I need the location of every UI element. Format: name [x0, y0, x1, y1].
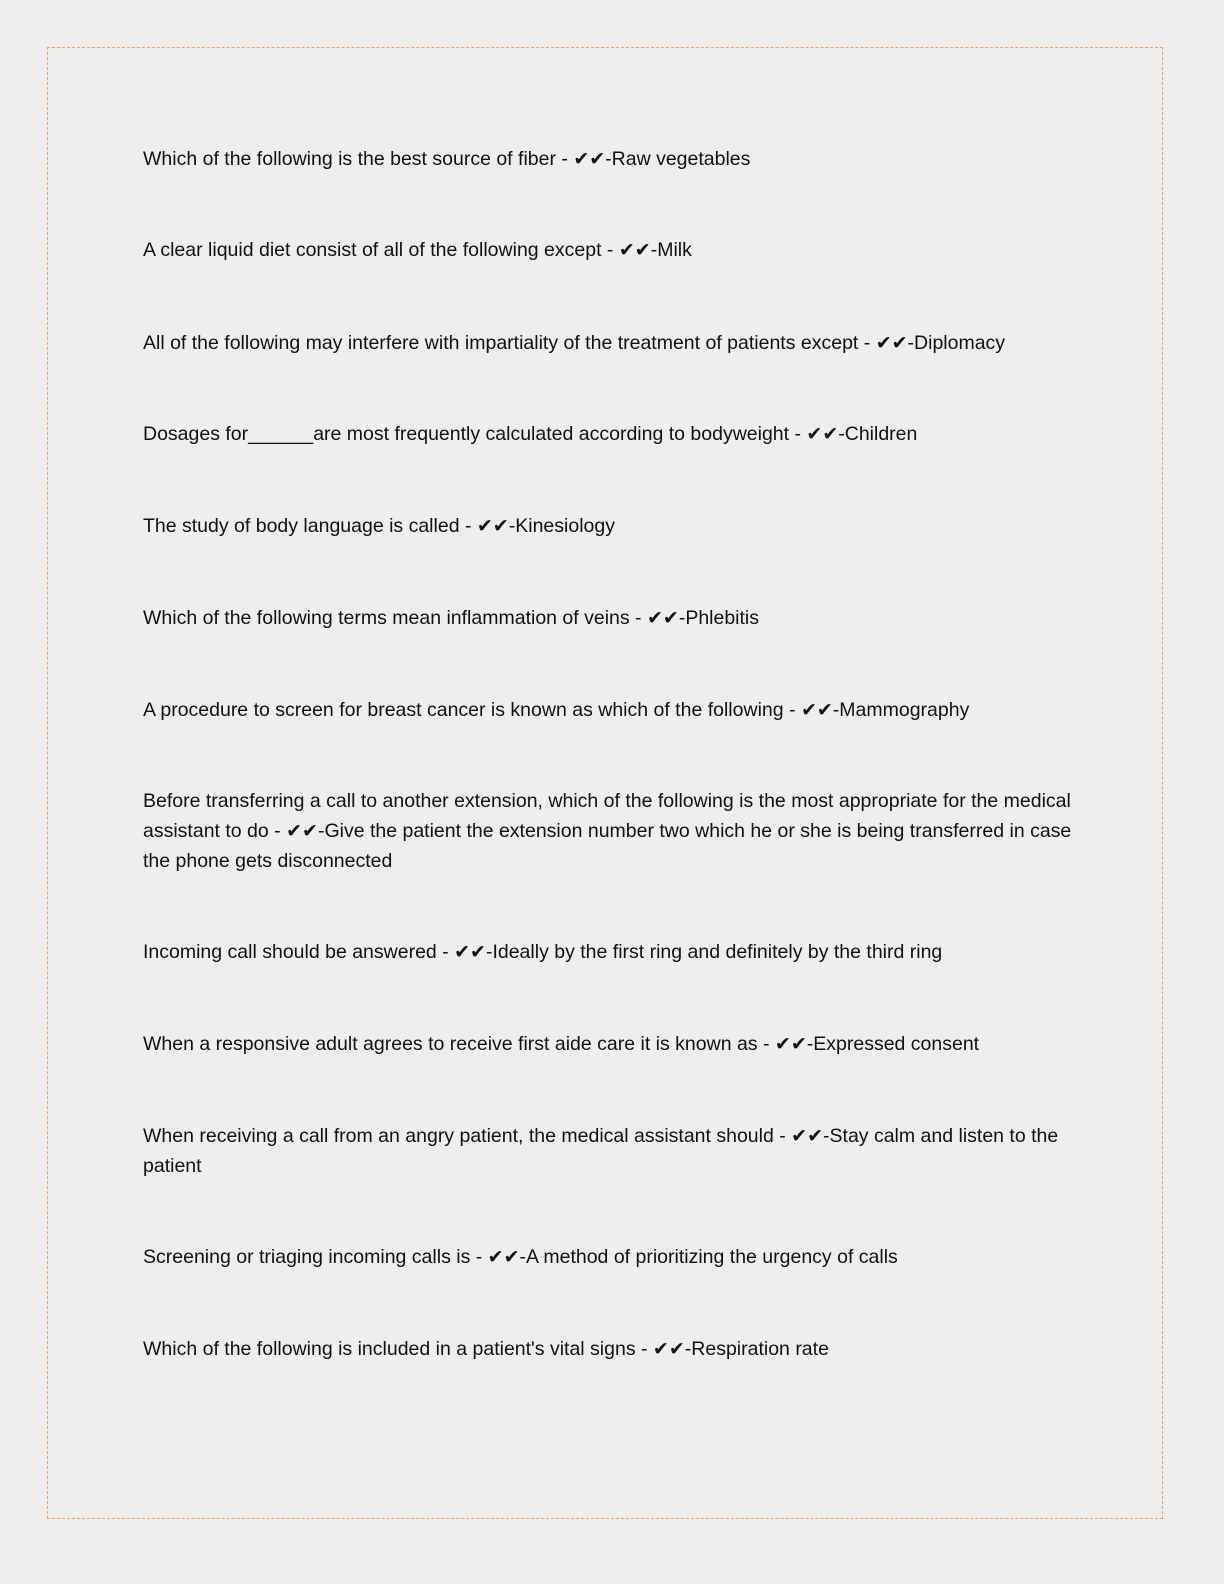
answer-text: Children — [844, 423, 918, 445]
check-mark-icon: ✔✔ — [476, 515, 509, 537]
question-text: Dosages for______are most frequently calculated according to bodyweight — [143, 423, 790, 445]
separator: - — [555, 148, 574, 170]
question-text: Which of the following is included in a patient's vital signs — [143, 1338, 636, 1360]
check-mark-icon: ✔✔ — [487, 1246, 520, 1268]
check-mark-icon: ✔✔ — [875, 332, 908, 354]
check-mark-icon: ✔✔ — [800, 699, 833, 721]
separator: - — [773, 1125, 792, 1147]
answer-prefix: - — [485, 941, 493, 963]
question-text: A procedure to screen for breast cancer is known as which of the following — [143, 699, 784, 721]
check-mark-icon: ✔✔ — [791, 1125, 824, 1147]
question-text: All of the following may interfere with impartiality of the treatment of patients except — [143, 332, 859, 354]
page-border — [47, 47, 1163, 1519]
answer-prefix: - — [605, 148, 612, 170]
separator: - — [459, 515, 477, 537]
qa-item — [143, 511, 1073, 541]
answer-prefix: - — [823, 1125, 830, 1147]
answer-text: Phlebitis — [685, 607, 760, 629]
separator: - — [268, 820, 287, 842]
qa-item — [143, 419, 1073, 449]
qa-item — [143, 328, 1073, 358]
qa-item — [143, 1029, 1073, 1059]
question-text: Which of the following terms mean inflammation of veins — [143, 607, 630, 629]
answer-text: Diplomacy — [914, 332, 1006, 354]
question-text: Incoming call should be answered — [143, 941, 437, 963]
separator: - — [470, 1246, 488, 1268]
answer-prefix: - — [317, 820, 325, 842]
check-mark-icon: ✔✔ — [806, 423, 839, 445]
answer-prefix: - — [519, 1246, 527, 1268]
answer-prefix: - — [838, 423, 845, 445]
qa-item — [143, 603, 1073, 633]
answer-prefix: - — [832, 699, 840, 721]
answer-text: Give the patient the extension number two which he or she is being transferred in case the phone gets disconnected — [143, 820, 1077, 872]
question-text: The study of body language is called — [143, 515, 460, 537]
answer-text: A method of prioritizing the urgency of calls — [526, 1246, 898, 1268]
qa-item — [143, 1334, 1073, 1364]
answer-text: Respiration rate — [691, 1338, 829, 1360]
separator: - — [635, 1338, 653, 1360]
check-mark-icon: ✔✔ — [573, 148, 606, 170]
qa-item — [143, 1242, 1073, 1272]
answer-text: Expressed consent — [813, 1033, 980, 1055]
check-mark-icon: ✔✔ — [652, 1338, 685, 1360]
check-mark-icon: ✔✔ — [774, 1033, 807, 1055]
answer-text: Kinesiology — [515, 515, 615, 537]
separator: - — [601, 239, 619, 261]
question-text: When receiving a call from an angry patient, the medical assistant should — [143, 1125, 774, 1147]
qa-item — [143, 235, 1073, 265]
answer-text: Milk — [657, 239, 692, 261]
separator: - — [757, 1033, 775, 1055]
question-text: Before transferring a call to another extension, which of the following is the most appropriate for the medical assistant to do — [143, 790, 1077, 842]
separator: - — [783, 699, 801, 721]
answer-prefix: - — [508, 515, 516, 537]
qa-item — [143, 786, 1077, 876]
check-mark-icon: ✔✔ — [286, 820, 318, 842]
qa-item — [143, 1121, 1073, 1181]
question-text: Screening or triaging incoming calls is — [143, 1246, 471, 1268]
check-mark-icon: ✔✔ — [454, 941, 486, 963]
answer-prefix: - — [650, 239, 658, 261]
qa-item — [143, 937, 1073, 967]
answer-text: Raw vegetables — [611, 148, 751, 170]
separator: - — [436, 941, 455, 963]
qa-item — [143, 695, 1073, 725]
check-mark-icon: ✔✔ — [646, 607, 679, 629]
answer-text: Mammography — [839, 699, 970, 721]
separator: - — [629, 607, 647, 629]
check-mark-icon: ✔✔ — [618, 239, 651, 261]
question-text: Which of the following is the best source of fiber — [143, 148, 556, 170]
answer-prefix: - — [806, 1033, 814, 1055]
answer-prefix: - — [684, 1338, 692, 1360]
question-text: When a responsive adult agrees to receive first aide care it is known as — [143, 1033, 758, 1055]
answer-prefix: - — [678, 607, 686, 629]
separator: - — [789, 423, 807, 445]
answer-text: Ideally by the first ring and definitely by the third ring — [492, 941, 943, 963]
qa-item — [143, 144, 1073, 174]
answer-text: Stay calm and listen to the patient — [143, 1125, 1064, 1177]
question-text: A clear liquid diet consist of all of the following except — [143, 239, 602, 261]
separator: - — [858, 332, 876, 354]
answer-prefix: - — [907, 332, 915, 354]
